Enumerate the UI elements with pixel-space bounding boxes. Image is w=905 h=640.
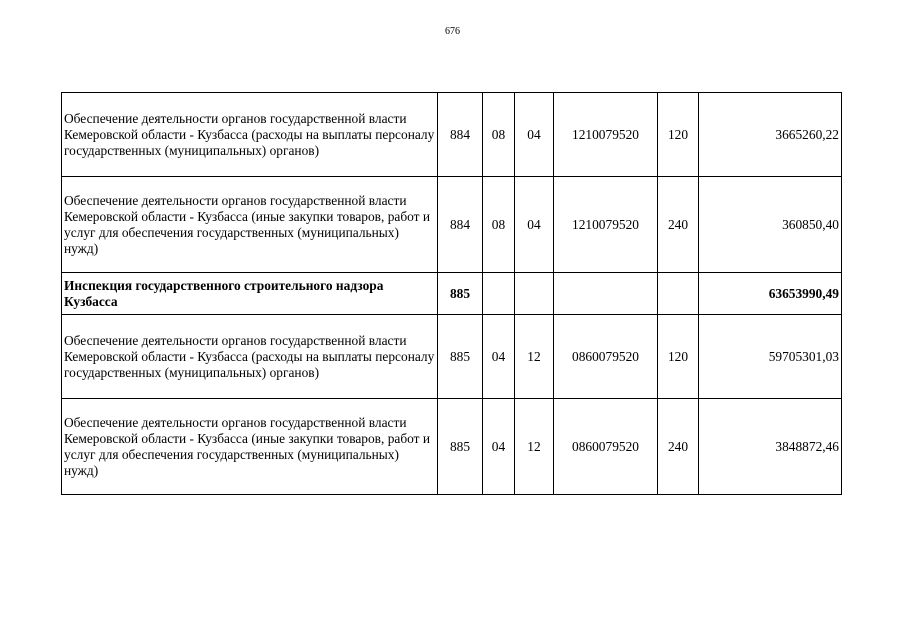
row-name: Обеспечение деятельности органов государственной власти Кемеровской области - Кузбасса (иные закупки товаров, работ и услуг для обеспечения государственных (муниципальных) нужд) bbox=[62, 399, 438, 495]
expense-type-code bbox=[658, 273, 699, 315]
target-article-code: 0860079520 bbox=[554, 399, 658, 495]
target-article-code: 0860079520 bbox=[554, 315, 658, 399]
amount: 3665260,22 bbox=[699, 93, 842, 177]
section-code: 04 bbox=[483, 315, 515, 399]
expense-type-code: 120 bbox=[658, 93, 699, 177]
page-number: 676 bbox=[445, 26, 460, 37]
subsection-code bbox=[515, 273, 554, 315]
ministry-code: 885 bbox=[438, 315, 483, 399]
expense-type-code: 240 bbox=[658, 399, 699, 495]
section-code bbox=[483, 273, 515, 315]
table-row bbox=[62, 177, 842, 273]
subsection-code: 12 bbox=[515, 399, 554, 495]
expense-type-code: 240 bbox=[658, 177, 699, 273]
section-code: 08 bbox=[483, 93, 515, 177]
row-name: Обеспечение деятельности органов государственной власти Кемеровской области - Кузбасса (расходы на выплаты персоналу государственных (муниципальных) органов) bbox=[62, 315, 438, 399]
subsection-code: 12 bbox=[515, 315, 554, 399]
amount: 360850,40 bbox=[699, 177, 842, 273]
ministry-code: 884 bbox=[438, 93, 483, 177]
subsection-code: 04 bbox=[515, 177, 554, 273]
row-name: Инспекция государственного строительного надзора Кузбасса bbox=[62, 273, 438, 315]
expense-type-code: 120 bbox=[658, 315, 699, 399]
target-article-code: 1210079520 bbox=[554, 177, 658, 273]
section-code: 04 bbox=[483, 399, 515, 495]
target-article-code bbox=[554, 273, 658, 315]
ministry-code: 885 bbox=[438, 273, 483, 315]
section-code: 08 bbox=[483, 177, 515, 273]
target-article-code: 1210079520 bbox=[554, 93, 658, 177]
table-row bbox=[62, 315, 842, 399]
budget-table bbox=[61, 92, 842, 495]
ministry-code: 885 bbox=[438, 399, 483, 495]
row-name: Обеспечение деятельности органов государственной власти Кемеровской области - Кузбасса (иные закупки товаров, работ и услуг для обеспечения государственных (муниципальных) нужд) bbox=[62, 177, 438, 273]
amount: 59705301,03 bbox=[699, 315, 842, 399]
table-row bbox=[62, 399, 842, 495]
amount: 3848872,46 bbox=[699, 399, 842, 495]
row-name: Обеспечение деятельности органов государственной власти Кемеровской области - Кузбасса (расходы на выплаты персоналу государственных (муниципальных) органов) bbox=[62, 93, 438, 177]
table-row bbox=[62, 93, 842, 177]
amount: 63653990,49 bbox=[699, 273, 842, 315]
subsection-code: 04 bbox=[515, 93, 554, 177]
ministry-code: 884 bbox=[438, 177, 483, 273]
table-row bbox=[62, 273, 842, 315]
